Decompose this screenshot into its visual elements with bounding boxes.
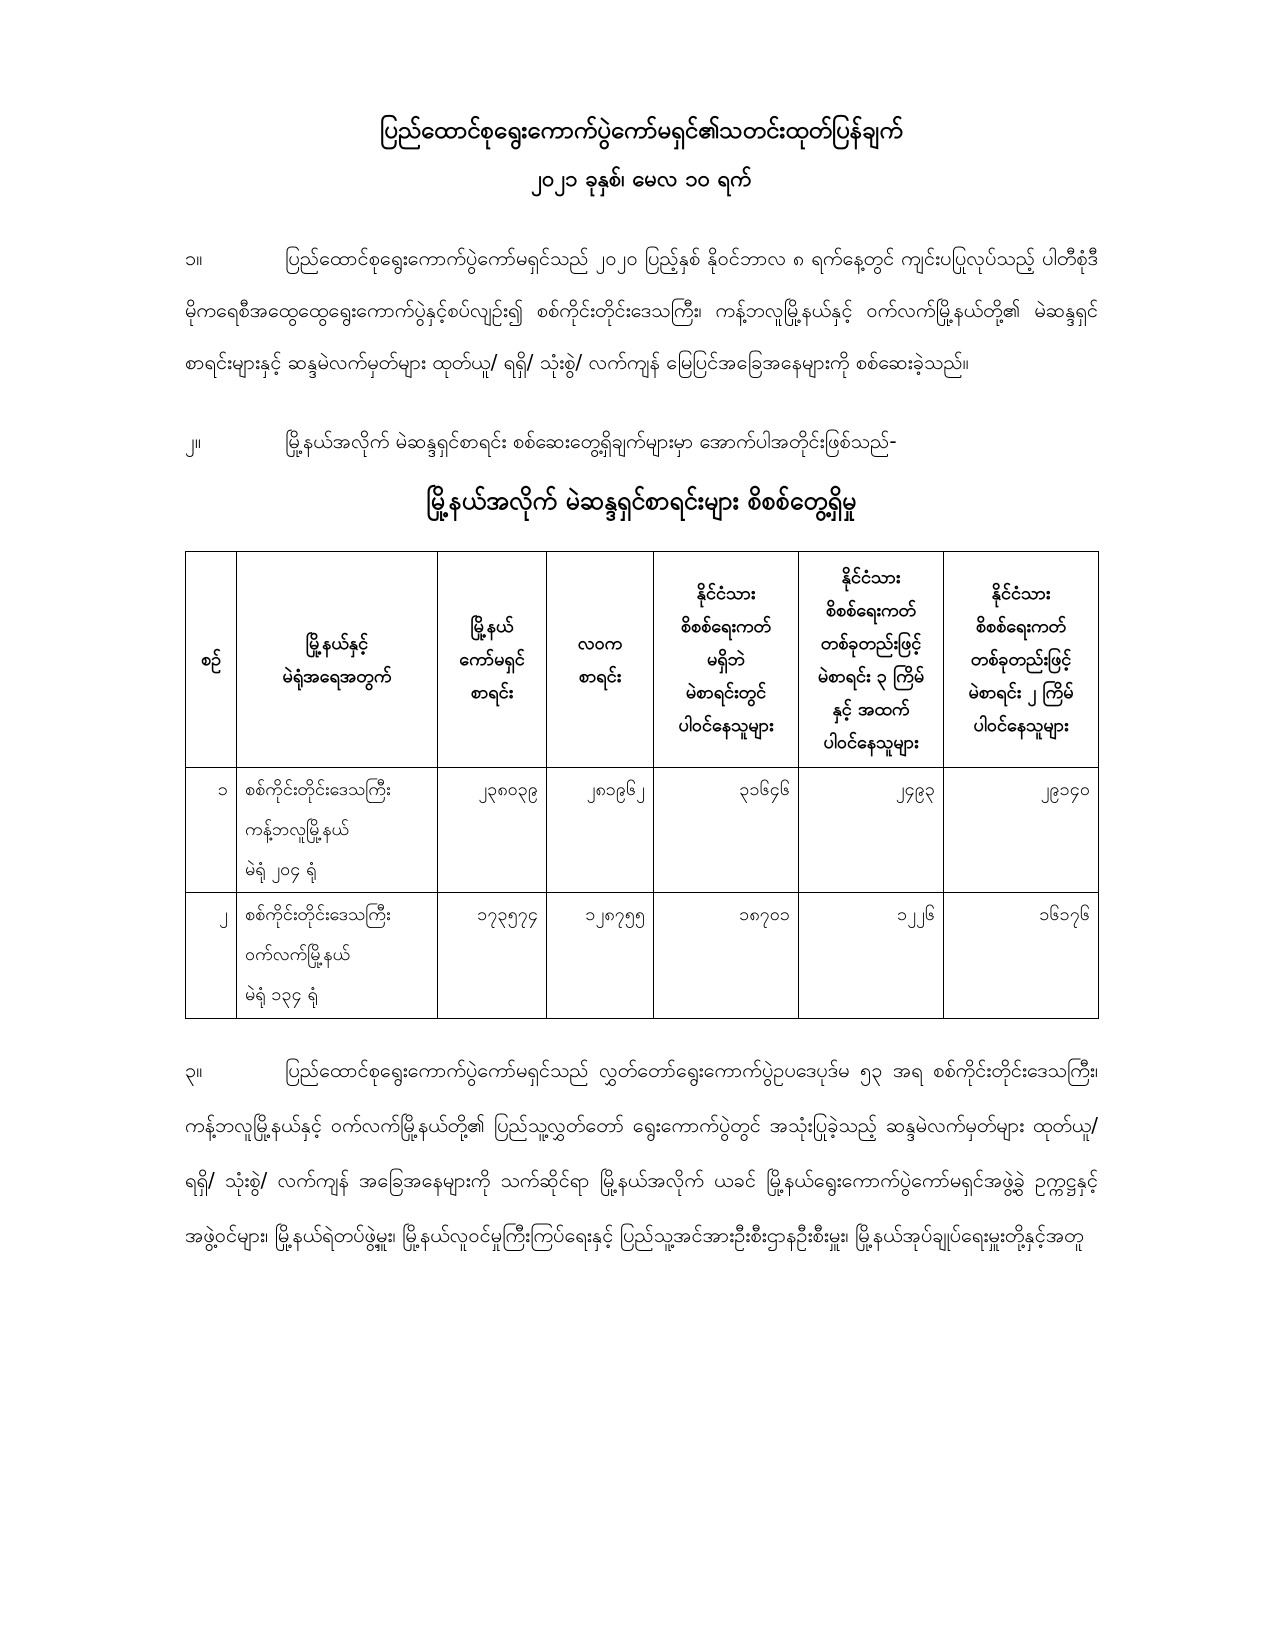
paragraph-1 [185, 232, 1098, 388]
voter-list-table [185, 551, 1099, 1019]
header-three-or-more-times: နိုင်ငံသား စိစစ်ရေးကတ် တစ်ခုတည်းဖြင့် မဲစာရင်း ၃ ကြိမ် နှင့် အထက် ပါဝင်နေသူများ [799, 552, 944, 768]
table-header-row [186, 552, 1099, 768]
table-row [186, 768, 1099, 893]
table-cell-two-times-count: ၂၉၁၄၀ [944, 768, 1099, 893]
paragraph-number: ၁။ [185, 246, 203, 270]
header-two-times: နိုင်ငံသား စိစစ်ရေးကတ် တစ်ခုတည်းဖြင့် မဲစာရင်း ၂ ကြိမ် ပါဝင်နေသူများ [944, 552, 1099, 768]
table-cell-two-times-count: ၁၆၁၇၆ [944, 893, 1099, 1019]
table-cell-three-plus-count: ၁၂၂၆ [799, 893, 944, 1019]
paragraph-text: ပြည်ထောင်စုရွေးကောက်ပွဲကော်မရှင်သည် လွှတ်တော်ရွေးကောက်ပွဲဥပဒေပုဒ်မ ၅၃ အရ စစ်ကိုင်းတိုင်းဒေသကြီး၊ ကန့်ဘလူမြို့နယ်နှင့် ဝက်လက်မြို့နယ်တို့၏ ပြည်သူ့လွှတ်တော် ရွေးကောက်ပွဲတွင် အသုံးပြုခဲ့သည့် ဆန္ဒမဲလက်မှတ်များ ထုတ်ယူ/ ရရှိ/ သုံးစွဲ/ လက်ကျန် အခြေအနေများကို သက်ဆိုင်ရာ မြို့နယ်အလိုက် ယခင် မြို့နယ်ရွေးကောက်ပွဲကော်မရှင်အဖွဲ့ခွဲ ဥက္ကဋ္ဌနှင့် အဖွဲ့ဝင်များ၊ မြို့နယ်ရဲတပ်ဖွဲ့မှူး၊ မြို့နယ်လူဝင်မှုကြီးကြပ်ရေးနှင့် ပြည်သူ့အင်အားဦးစီးဌာနဦးစီးမှူး၊ မြို့နယ်အုပ်ချုပ်ရေးမှူးတို့နှင့်အတူ [185, 1058, 1098, 1247]
table-cell-serial: ၂ [186, 893, 237, 1019]
header-immigration-list: လဝက စာရင်း [547, 552, 654, 768]
header-serial-number: စဉ် [186, 552, 237, 768]
header-without-id-card: နိုင်ငံသား စိစစ်ရေးကတ် မရှိဘဲ မဲစာရင်းတွင် ပါဝင်နေသူများ [654, 552, 799, 768]
paragraph-3 [185, 1043, 1098, 1263]
paragraph-2 [185, 415, 1098, 467]
paragraph-text: မြို့နယ်အလိုက် မဲဆန္ဒရှင်စာရင်း စစ်ဆေးတွေ့ရှိချက်များမှာ အောက်ပါအတိုင်းဖြစ်သည်- [285, 429, 897, 453]
table-cell-without-id-count: ၃၁၆၄၆ [654, 768, 799, 893]
document-title: ပြည်ထောင်စုရွေးကောက်ပွဲကော်မရှင်၏သတင်းထုတ်ပြန်ချက် [380, 116, 903, 144]
table-cell-commission-count: ၂၃၈၀၃၉ [438, 768, 547, 893]
document-date: ၂၀၂၁ ခုနှစ်၊ မေလ ၁၀ ရက် [531, 167, 752, 192]
table-cell-commission-count: ၁၇၃၅၇၄ [438, 893, 547, 1019]
document-content [185, 105, 1098, 1263]
table-row [186, 893, 1099, 1019]
table-cell-serial: ၁ [186, 768, 237, 893]
table-cell-immigration-count: ၁၂၈၇၅၅ [547, 893, 654, 1019]
table-cell-township: စစ်ကိုင်းတိုင်းဒေသကြီး ဝက်လက်မြို့နယ် မဲရုံ ၁၃၄ ရုံ [237, 893, 438, 1019]
table-heading: မြို့နယ်အလိုက် မဲဆန္ဒရှင်စာရင်းများ စိစစ်တွေ့ရှိမှု [426, 486, 857, 515]
paragraph-text: ပြည်ထောင်စုရွေးကောက်ပွဲကော်မရှင်သည် ၂၀၂၀ ပြည့်နှစ် နိုဝင်ဘာလ ၈ ရက်နေ့တွင် ကျင်းပပြုလုပ်သည့် ပါတီစုံဒီမိုကရေစီအထွေထွေရွေးကောက်ပွဲနှင့်စပ်လျဉ်း၍ စစ်ကိုင်းတိုင်းဒေသကြီး၊ ကန့်ဘလူမြို့နယ်နှင့် ဝက်လက်မြို့နယ်တို့၏ မဲဆန္ဒရှင်စာရင်းများနှင့် ဆန္ဒမဲလက်မှတ်များ ထုတ်ယူ/ ရရှိ/ သုံးစွဲ/ လက်ကျန် မြေပြင်အခြေအနေများကို စစ်ဆေးခဲ့သည်။ [185, 246, 1098, 374]
table-cell-immigration-count: ၂၈၁၉၆၂ [547, 768, 654, 893]
table-cell-township: စစ်ကိုင်းတိုင်းဒေသကြီး ကန့်ဘလူမြို့နယ် မဲရုံ ၂၀၄ ရုံ [237, 768, 438, 893]
paragraph-number: ၂။ [185, 429, 201, 453]
header-township-polling-stations: မြို့နယ်နှင့် မဲရုံအရေအတွက် [237, 552, 438, 768]
table-cell-three-plus-count: ၂၄၉၃ [799, 768, 944, 893]
table-cell-without-id-count: ၁၈၇၀၁ [654, 893, 799, 1019]
paragraph-number: ၃။ [185, 1058, 203, 1082]
header-township-commission-list: မြို့နယ် ကော်မရှင် စာရင်း [438, 552, 547, 768]
